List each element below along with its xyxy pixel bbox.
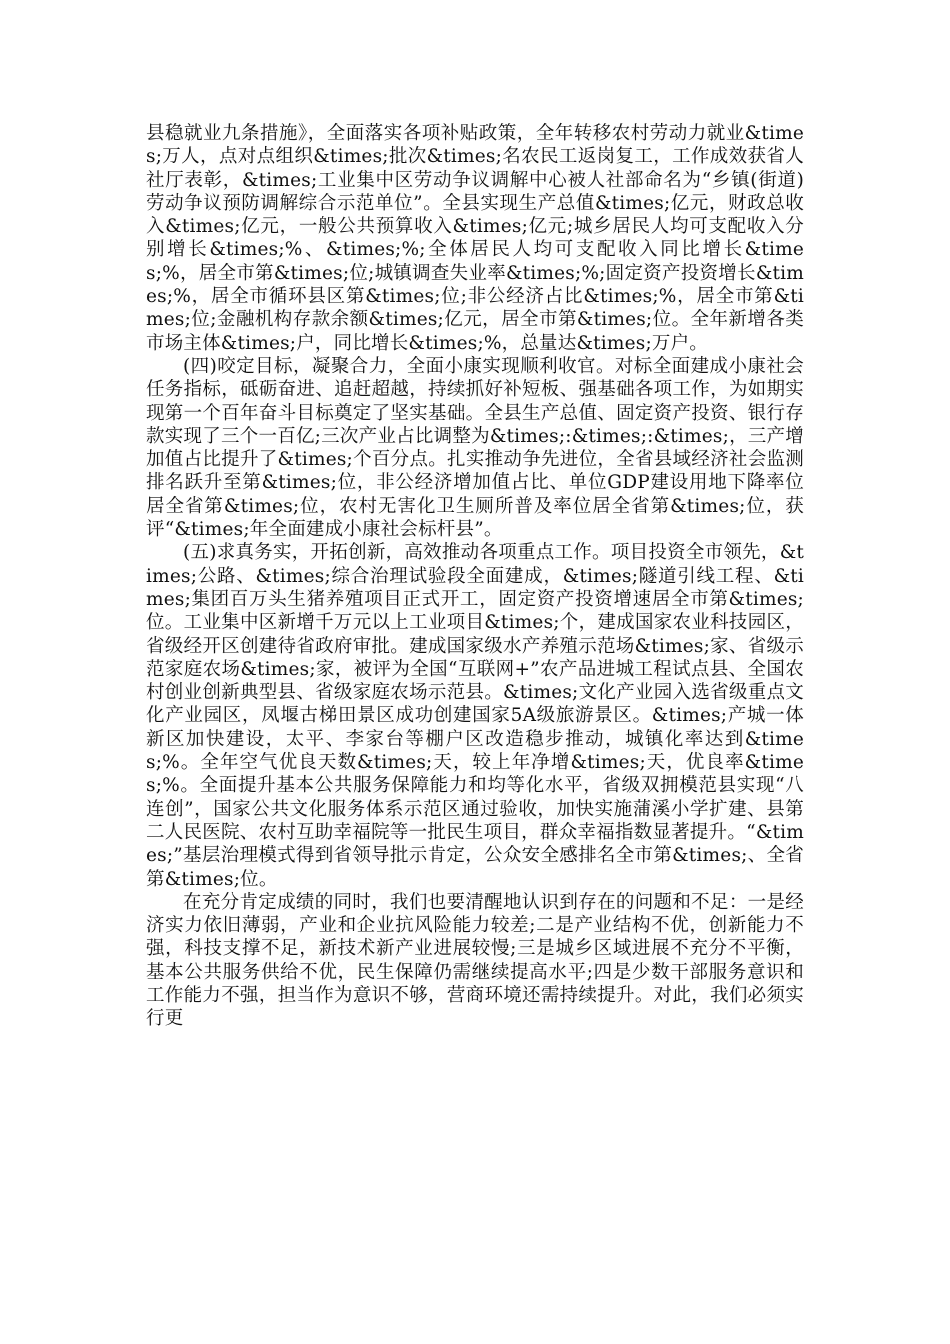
document-body — [146, 122, 804, 1031]
paragraph-problems: 在充分肯定成绩的同时，我们也要清醒地认识到存在的问题和不足：一是经济实力依旧薄弱，产业和企业抗风险能力较差;二是产业结构不优，创新能力不强，科技支撑不足，新技术新产业进展较慢;三是城乡区域进展不充分不平衡，基本公共服务供给不优，民生保障仍需继续提高水平;四是少数干部服务意识和工作能力不强，担当作为意识不够，营商环境还需持续提升。对此，我们必须实行更 — [146, 891, 804, 1030]
paragraph-employment-economy: 县稳就业九条措施》，全面落实各项补贴政策，全年转移农村劳动力就业&times;万人，点对点组织&times;批次&times;名农民工返岗复工，工作成效获省人社厅表彰，&times;工业集中区劳动争议调解中心被人社部命名为“乡镇(街道)劳动争议预防调解综合示范单位”。全县实现生产总值&times;亿元，财政总收入&times;亿元，一般公共预算收入&times;亿元;城乡居民人均可支配收入分别增长&times;%、&times;%;全体居民人均可支配收入同比增长&times;%，居全市第&times;位;城镇调查失业率&times;%;固定资产投资增长&times;%，居全市循环县区第&times;位;非公经济占比&times;%，居全市第&times;位;金融机构存款余额&times;亿元，居全市第&times;位。全年新增各类市场主体&times;户，同比增长&times;%，总量达&times;万户。 — [146, 123, 804, 354]
paragraph-section-four: (四)咬定目标，凝聚合力，全面小康实现顺利收官。对标全面建成小康社会任务指标，砥砺奋进、追赶超越，持续抓好补短板、强基础各项工作，为如期实现第一个百年奋斗目标奠定了坚实基础。全县生产总值、固定资产投资、银行存款实现了三个一百亿;三次产业占比调整为&times;:&times;:&times;，三产增加值占比提升了&times;个百分点。扎实推动争先进位，全省县域经济社会监测排名跃升至第&times;位，非公经济增加值占比、单位GDP建设用地下降率位居全省第&times;位，农村无害化卫生厕所普及率位居全省第&times;位，获评“&times;年全面建成小康社会标杆县”。 — [146, 355, 804, 541]
paragraph-section-five: (五)求真务实，开拓创新，高效推动各项重点工作。项目投资全市领先，&times;公路、&times;综合治理试验段全面建成，&times;隧道引线工程、&times;集团百万头生猪养殖项目正式开工，固定资产投资增速居全市第&times;位。工业集中区新增千万元以上工业项目&times;个，建成国家农业科技园区，省级经开区创建待省政府审批。建成国家级水产养殖示范场&times;家、省级示范家庭农场&times;家，被评为全国“互联网+”农产品进城工程试点县、全国农村创业创新典型县、省级家庭农场示范县。&times;文化产业园入选省级重点文化产业园区，凤堰古梯田景区成功创建国家5A级旅游景区。&times;产城一体新区加快建设，太平、李家台等棚户区改造稳步推动，城镇化率达到&times;%。全年空气优良天数&times;天，较上年净增&times;天，优良率&times;%。全面提升基本公共服务保障能力和均等化水平，省级双拥模范县实现“八连创”，国家公共文化服务体系示范区通过验收，加快实施蒲溪小学扩建、县第二人民医院、农村互助幸福院等一批民生项目，群众幸福指数显著提升。“&times;”基层治理模式得到省领导批示肯定，公众安全感排名全市第&times;、全省第&times;位。 — [146, 542, 804, 890]
